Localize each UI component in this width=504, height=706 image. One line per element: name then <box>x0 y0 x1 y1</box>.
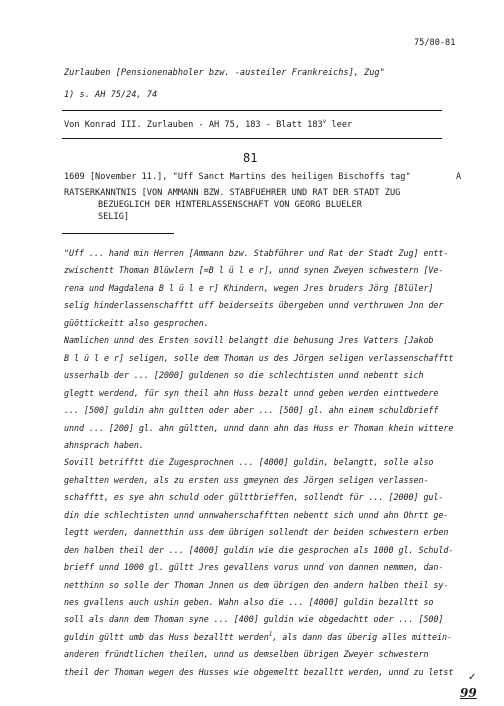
body-line-text: B l ü l e r] seligen, solle dem Thoman us des Jörgen seligen verlassenschafftt <box>64 352 454 363</box>
body-line-text: ahnsprach haben. <box>64 439 144 450</box>
body-line-text: ... [500] guldin ahn gultten oder aber ... [500] gl. ahn einem schuldbrieff <box>64 405 439 416</box>
body-line <box>64 580 448 590</box>
heading-line-3: SELIG] <box>98 212 130 222</box>
body-line-text: unnd ... [200] gl. ahn gültten, unnd dann ahn das Huss er Thoman khein wittere <box>64 422 454 433</box>
body-line-text: den halben theil der ... [4000] guldin wie die gesprochen als 1000 gl. Schuld- <box>64 544 454 555</box>
body-line <box>64 562 443 572</box>
header-title: Zurlauben [Pensionenabholer bzw. -austeiler Frankreichs], Zug" <box>64 68 385 78</box>
body-line-text: gehaltten werden, als zu ersten uss gmeynen des Jörgen seligen verlassen- <box>64 474 429 485</box>
body-line <box>64 248 448 258</box>
date-letter: A <box>456 172 462 182</box>
page-reference: 75/80-81 <box>414 38 456 48</box>
body-line-text: theil der Thoman wegen des Husses wie obgemeltt bezalltt werden, unnd zu letst <box>64 666 454 677</box>
body-line-continuation: , als dann das überig alles mittein- <box>272 631 452 642</box>
body-line <box>64 318 209 328</box>
source-text: Von Konrad III. Zurlauben - AH 75, 183 - Blatt 183 <box>64 120 323 130</box>
body-line-text: soll als dann dem Thoman syne ... [400] guldin wie obgedachtt oder ... [500] <box>64 614 444 625</box>
body-line <box>64 597 433 607</box>
body-line <box>64 300 443 310</box>
body-line <box>64 667 453 677</box>
body-line-text: selig hinderlassenschafftt uff beiderseits übergeben unnd verthruwen Jnn der <box>64 300 444 311</box>
header-rule <box>62 110 442 111</box>
body-line-text: glegtt werdend, für syn theil ahn Huss bezalt unnd geben werden einttwedere <box>64 387 439 398</box>
body-line-text: nes gvallens auch ushin geben. Wahn also die ... [4000] guldin bezalltt so <box>64 597 434 607</box>
footnote-marker: 1 <box>268 631 273 639</box>
body-line <box>64 440 144 450</box>
body-line-text: Namlichen unnd des Ersten sovill belangtt die behusung Jres Vatters [Jakob <box>64 335 434 346</box>
body-line-text: guldin gültt umb das Huss bezalltt werden <box>64 631 269 642</box>
body-line-text: legtt werden, dannetthin uss dem übrigen sollendt der beiden schwestern erben <box>64 527 449 538</box>
heading-line-1: RATSERKANNTNIS [VON AMMANN BZW. STABFUEHRER UND RAT DER STADT ZUG <box>64 188 401 198</box>
body-line-text: zwischentt Thoman Blüwlern [=B l ü l e r], unnd synen Zweyen schwestern [Ve- <box>64 265 444 276</box>
body-line-text: usserhalb der ... [2000] guldenen so die schlechtisten unnd nebentt sich <box>64 370 424 381</box>
body-line <box>64 492 443 502</box>
body-line <box>64 388 438 398</box>
body-line-text: anderen fründtlichen theilen, unnd us demselben übrigen Zweyer schwestern <box>64 649 429 660</box>
heading-rule <box>62 233 174 234</box>
check-mark: ✓ <box>468 672 477 683</box>
source-rule <box>62 138 442 139</box>
folio-number: 99 <box>460 686 477 700</box>
date-line: 1609 [November 11.], "Uff Sanct Martins des heiligen Bischoffs tag" <box>64 172 411 182</box>
body-line <box>64 614 443 624</box>
source-line <box>64 120 352 130</box>
source-suffix: leer <box>326 120 353 130</box>
body-line <box>64 527 448 537</box>
body-line <box>64 457 433 467</box>
body-line-text: rena und Magdalena B l ü l e r] Khindern, wegen Jres bruders Jörg [Blüler] <box>64 282 434 293</box>
body-line <box>64 353 453 363</box>
source-superscript: v <box>322 118 327 126</box>
body-line-text: din die schlechtisten unnd unnwaherschafftten nebentt sich unnd ahn Ohrtt ge- <box>64 509 449 520</box>
body-line <box>64 475 428 485</box>
body-line <box>64 370 423 380</box>
body-line-text: brieff unnd 1000 gl. gültt Jres gevallens vorus unnd von dannen nemmen, dan- <box>64 562 444 573</box>
body-line-text: güöttickeitt also gesprochen. <box>64 317 209 328</box>
body-line <box>64 283 433 293</box>
body-line <box>64 423 453 433</box>
body-line <box>64 405 438 415</box>
body-line <box>64 265 443 275</box>
body-line-text: Sovill betrifftt die Zugesprochnen ... [4000] guldin, belangtt, solle also <box>64 457 434 468</box>
body-line-text: schafftt, es sye ahn schuld oder gülttbrieffen, sollendt für ... [2000] gul- <box>64 492 444 503</box>
body-line <box>64 649 428 659</box>
body-line-text: "Uff ... hand min Herren [Ammann bzw. Stabführer und Rat der Stadt Zug] entt- <box>64 248 449 258</box>
body-line <box>64 335 433 345</box>
body-line <box>64 545 453 555</box>
body-line <box>64 510 448 520</box>
document-number: 81 <box>243 151 258 165</box>
body-line-text: netthinn so solle der Thoman Jnnen us dem übrigen den andern halben theil sy- <box>64 579 449 590</box>
body-line <box>64 632 452 642</box>
header-note: 1) s. AH 75/24, 74 <box>64 90 158 100</box>
heading-line-2: BEZUEGLICH DER HINTERLASSENSCHAFT VON GEORG BLUELER <box>98 200 362 210</box>
